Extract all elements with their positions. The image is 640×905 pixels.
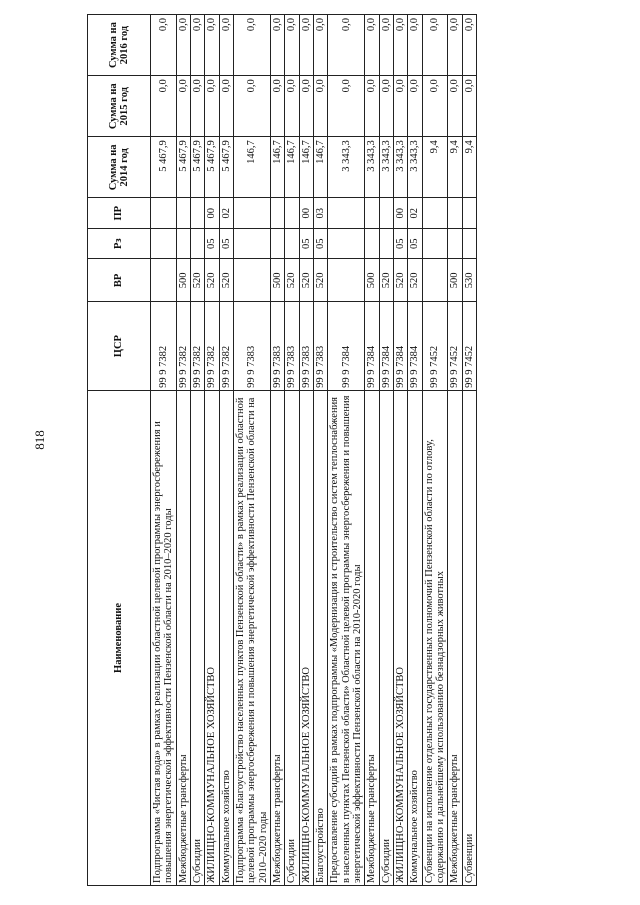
cell-sum-2015: 0,0 — [313, 76, 327, 137]
cell-sum-2014: 3 343,3 — [408, 137, 422, 198]
cell-sum-2016: 0,0 — [408, 15, 422, 76]
cell-vr: 520 — [408, 259, 422, 302]
cell-pr: 02 — [219, 198, 233, 229]
cell-csr: 99 9 7382 — [190, 302, 204, 391]
cell-name: Предоставление субсидий в рамках подпрограммы «Модернизация и строительство систем теплоснабжения в населенных пунктах Пензенской области» Областной целевой программы энергосбережения и повышения энергетической эффективности Пензенской области на 2010-2020 годы — [328, 390, 365, 885]
cell-rz — [462, 228, 476, 259]
header-rz: Рз — [88, 228, 151, 259]
cell-vr — [422, 259, 448, 302]
cell-vr: 500 — [270, 259, 284, 302]
table-row — [233, 15, 270, 886]
cell-sum-2016: 0,0 — [205, 15, 219, 76]
cell-csr: 99 9 7383 — [313, 302, 327, 391]
cell-pr — [285, 198, 299, 229]
cell-sum-2014: 5 467,9 — [190, 137, 204, 198]
cell-rz — [233, 228, 270, 259]
cell-rz: 05 — [393, 228, 407, 259]
header-csr: ЦСР — [88, 302, 151, 391]
cell-rz: 05 — [313, 228, 327, 259]
table-row — [408, 15, 422, 886]
cell-csr: 99 9 7452 — [462, 302, 476, 391]
table-row — [462, 15, 476, 886]
cell-sum-2014: 146,7 — [313, 137, 327, 198]
cell-pr: 00 — [299, 198, 313, 229]
cell-name: Субсидии — [190, 390, 204, 885]
cell-pr — [462, 198, 476, 229]
cell-vr: 500 — [448, 259, 462, 302]
cell-vr: 520 — [285, 259, 299, 302]
cell-sum-2014: 146,7 — [270, 137, 284, 198]
cell-csr: 99 9 7384 — [365, 302, 379, 391]
cell-vr: 520 — [190, 259, 204, 302]
cell-rz — [328, 228, 365, 259]
cell-sum-2015: 0,0 — [379, 76, 393, 137]
cell-csr: 99 9 7384 — [379, 302, 393, 391]
cell-sum-2015: 0,0 — [151, 76, 177, 137]
cell-csr: 99 9 7382 — [176, 302, 190, 391]
cell-name: Межбюджетные трансферты — [365, 390, 379, 885]
cell-name: Субвенции — [462, 390, 476, 885]
cell-sum-2014: 3 343,3 — [328, 137, 365, 198]
table-row — [270, 15, 284, 886]
cell-rz: 05 — [219, 228, 233, 259]
cell-sum-2016: 0,0 — [151, 15, 177, 76]
table-row — [285, 15, 299, 886]
cell-name: Подпрограмма «Благоустройство населенных пунктов Пензенской области» в рамках реализации областной целевой программы энергосбережения и повышения энергетической эффективности Пензенской области на 2010–2020 годы — [233, 390, 270, 885]
cell-csr: 99 9 7384 — [393, 302, 407, 391]
cell-pr: 02 — [408, 198, 422, 229]
header-name: Наименование — [88, 390, 151, 885]
cell-vr: 520 — [205, 259, 219, 302]
header-vr: ВР — [88, 259, 151, 302]
cell-sum-2015: 0,0 — [270, 76, 284, 137]
cell-csr: 99 9 7452 — [422, 302, 448, 391]
cell-csr: 99 9 7383 — [285, 302, 299, 391]
cell-vr: 530 — [462, 259, 476, 302]
cell-rz: 05 — [299, 228, 313, 259]
cell-pr — [190, 198, 204, 229]
table-row — [313, 15, 327, 886]
cell-sum-2015: 0,0 — [176, 76, 190, 137]
cell-sum-2015: 0,0 — [422, 76, 448, 137]
cell-sum-2016: 0,0 — [313, 15, 327, 76]
cell-sum-2014: 5 467,9 — [151, 137, 177, 198]
cell-sum-2015: 0,0 — [393, 76, 407, 137]
cell-sum-2014: 3 343,3 — [393, 137, 407, 198]
table-row — [379, 15, 393, 886]
table-row — [422, 15, 448, 886]
cell-sum-2015: 0,0 — [299, 76, 313, 137]
table-row — [365, 15, 379, 886]
cell-pr: 00 — [205, 198, 219, 229]
cell-pr — [365, 198, 379, 229]
cell-rz — [365, 228, 379, 259]
cell-sum-2016: 0,0 — [299, 15, 313, 76]
cell-csr: 99 9 7383 — [270, 302, 284, 391]
cell-name: Субсидии — [285, 390, 299, 885]
cell-csr: 99 9 7382 — [151, 302, 177, 391]
table-row — [328, 15, 365, 886]
cell-sum-2014: 3 343,3 — [379, 137, 393, 198]
cell-csr: 99 9 7382 — [205, 302, 219, 391]
cell-sum-2015: 0,0 — [285, 76, 299, 137]
cell-sum-2015: 0,0 — [233, 76, 270, 137]
cell-pr — [379, 198, 393, 229]
cell-rz: 05 — [408, 228, 422, 259]
header-sum-2015: Сумма на 2015 год — [88, 76, 151, 137]
cell-name: Межбюджетные трансферты — [270, 390, 284, 885]
cell-sum-2014: 5 467,9 — [219, 137, 233, 198]
cell-sum-2016: 0,0 — [448, 15, 462, 76]
table-row — [219, 15, 233, 886]
cell-vr — [233, 259, 270, 302]
cell-sum-2015: 0,0 — [365, 76, 379, 137]
cell-sum-2016: 0,0 — [393, 15, 407, 76]
cell-sum-2016: 0,0 — [379, 15, 393, 76]
cell-csr: 99 9 7384 — [328, 302, 365, 391]
cell-name: Межбюджетные трансферты — [448, 390, 462, 885]
cell-vr: 520 — [219, 259, 233, 302]
table-row — [299, 15, 313, 886]
cell-rz — [151, 228, 177, 259]
cell-sum-2014: 3 343,3 — [365, 137, 379, 198]
cell-sum-2014: 9,4 — [422, 137, 448, 198]
cell-vr: 520 — [393, 259, 407, 302]
cell-csr: 99 9 7452 — [448, 302, 462, 391]
cell-pr: 00 — [393, 198, 407, 229]
cell-rz: 05 — [205, 228, 219, 259]
cell-pr — [151, 198, 177, 229]
cell-vr — [328, 259, 365, 302]
cell-sum-2014: 146,7 — [299, 137, 313, 198]
table-row — [151, 15, 177, 886]
cell-sum-2016: 0,0 — [328, 15, 365, 76]
cell-rz — [448, 228, 462, 259]
budget-table — [87, 14, 477, 886]
cell-pr — [422, 198, 448, 229]
cell-rz — [379, 228, 393, 259]
cell-rz — [285, 228, 299, 259]
cell-sum-2016: 0,0 — [270, 15, 284, 76]
cell-vr: 520 — [299, 259, 313, 302]
cell-name: Подпрограмма «Чистая вода» в рамках реализации областной целевой программы энергосбережения и повышения энергетической эффективности Пензенской области на 2010–2020 годы — [151, 390, 177, 885]
cell-sum-2015: 0,0 — [408, 76, 422, 137]
cell-sum-2014: 5 467,9 — [176, 137, 190, 198]
cell-pr — [176, 198, 190, 229]
header-sum-2016: Сумма на 2016 год — [88, 15, 151, 76]
cell-sum-2015: 0,0 — [462, 76, 476, 137]
table-header-row — [88, 15, 151, 886]
cell-name: Благоустройство — [313, 390, 327, 885]
cell-name: ЖИЛИЩНО-КОММУНАЛЬНОЕ ХОЗЯЙСТВО — [393, 390, 407, 885]
cell-sum-2016: 0,0 — [462, 15, 476, 76]
cell-sum-2014: 146,7 — [285, 137, 299, 198]
cell-sum-2015: 0,0 — [448, 76, 462, 137]
cell-vr: 500 — [365, 259, 379, 302]
cell-name: Субсидии — [379, 390, 393, 885]
cell-pr — [328, 198, 365, 229]
cell-csr: 99 9 7384 — [408, 302, 422, 391]
cell-name: Субвенции на исполнение отдельных государственных полномочий Пензенской области по отлову, содержанию и дальнейшему использованию безнадзорных животных — [422, 390, 448, 885]
cell-sum-2015: 0,0 — [190, 76, 204, 137]
cell-name: ЖИЛИЩНО-КОММУНАЛЬНОЕ ХОЗЯЙСТВО — [299, 390, 313, 885]
cell-vr: 520 — [313, 259, 327, 302]
cell-sum-2014: 146,7 — [233, 137, 270, 198]
cell-sum-2015: 0,0 — [328, 76, 365, 137]
cell-csr: 99 9 7382 — [219, 302, 233, 391]
cell-sum-2016: 0,0 — [285, 15, 299, 76]
cell-sum-2016: 0,0 — [176, 15, 190, 76]
cell-pr — [233, 198, 270, 229]
cell-sum-2016: 0,0 — [365, 15, 379, 76]
table-row — [190, 15, 204, 886]
cell-vr — [151, 259, 177, 302]
cell-pr — [270, 198, 284, 229]
cell-vr: 520 — [379, 259, 393, 302]
cell-rz — [422, 228, 448, 259]
cell-rz — [176, 228, 190, 259]
cell-sum-2014: 5 467,9 — [205, 137, 219, 198]
cell-sum-2016: 0,0 — [233, 15, 270, 76]
cell-rz — [270, 228, 284, 259]
cell-rz — [190, 228, 204, 259]
cell-vr: 500 — [176, 259, 190, 302]
cell-csr: 99 9 7383 — [233, 302, 270, 391]
cell-pr: 03 — [313, 198, 327, 229]
cell-sum-2015: 0,0 — [205, 76, 219, 137]
cell-pr — [448, 198, 462, 229]
cell-sum-2016: 0,0 — [190, 15, 204, 76]
cell-sum-2016: 0,0 — [219, 15, 233, 76]
cell-name: ЖИЛИЩНО-КОММУНАЛЬНОЕ ХОЗЯЙСТВО — [205, 390, 219, 885]
page-number: 818 — [32, 430, 47, 450]
header-pr: ПР — [88, 198, 151, 229]
cell-csr: 99 9 7383 — [299, 302, 313, 391]
cell-name: Межбюджетные трансферты — [176, 390, 190, 885]
rotated-table-container — [87, 14, 560, 886]
cell-sum-2016: 0,0 — [422, 15, 448, 76]
table-row — [176, 15, 190, 886]
header-sum-2014: Сумма на 2014 год — [88, 137, 151, 198]
table-row — [393, 15, 407, 886]
table-row — [448, 15, 462, 886]
cell-sum-2015: 0,0 — [219, 76, 233, 137]
cell-name: Коммунальное хозяйство — [408, 390, 422, 885]
cell-sum-2014: 9,4 — [448, 137, 462, 198]
table-row — [205, 15, 219, 886]
cell-sum-2014: 9,4 — [462, 137, 476, 198]
cell-name: Коммунальное хозяйство — [219, 390, 233, 885]
table-body — [151, 15, 477, 886]
